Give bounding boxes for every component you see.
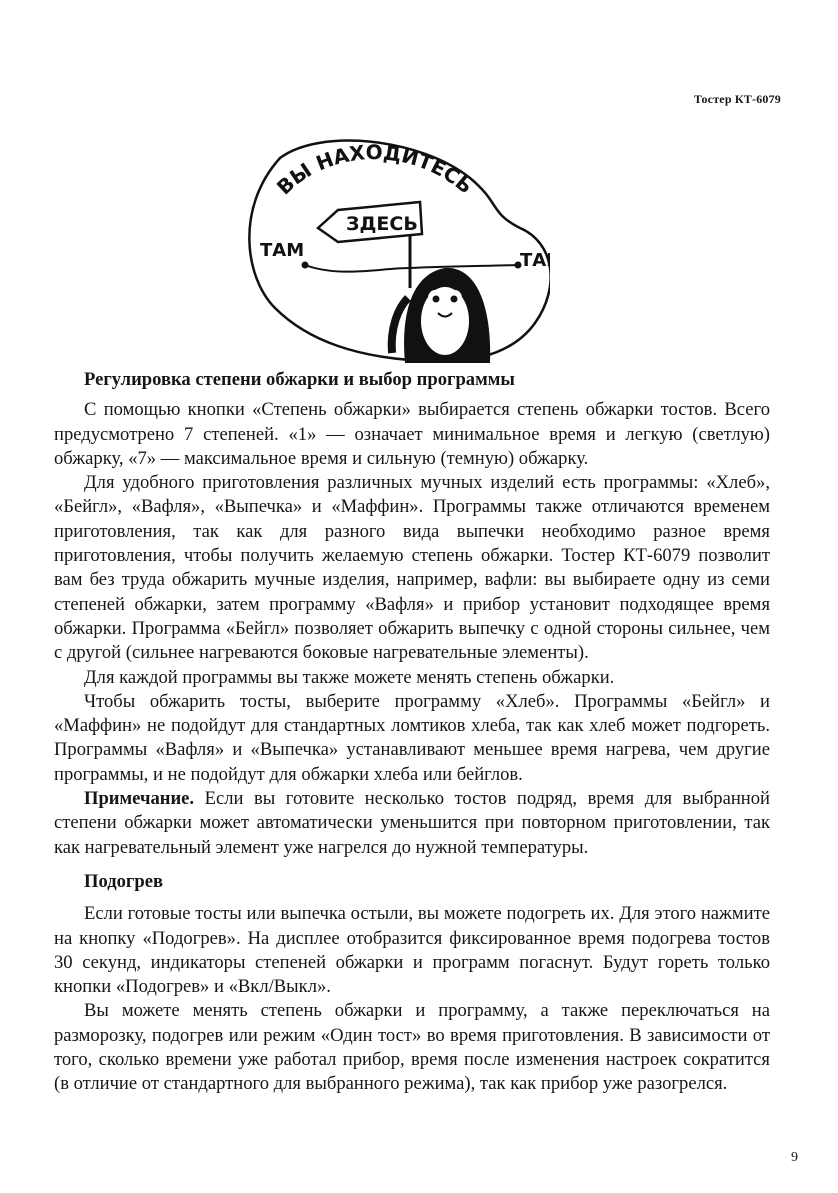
left-label: ТАМ (260, 240, 305, 261)
top-arc-text: ВЫ НАХОДИТЕСЬ (271, 140, 478, 200)
paragraph: Для каждой программы вы также можете менять степень обжарки. (84, 666, 615, 688)
paragraph: Чтобы обжарить тосты, выберите программу «Хлеб». Программы «Бейгл» и «Маффин» не подойдут для стандартных ломтиков хлеба, так как хлеб может подгореть. Программы «Вафля» и «Выпечка» устанавливают меньшее время нагрева, чем другие программы, и не подойдут для обжарки хлеба или бейглов. (54, 690, 770, 785)
illustration-svg (240, 138, 550, 363)
sign-text: ЗДЕСЬ (346, 213, 418, 235)
right-label: ТА (520, 250, 547, 271)
note-text: Если вы готовите несколько тостов подряд, время для выбранной степени обжарки может автоматически уменьшится при повторном приготовлении, так как нагревательный элемент уже нагрелся до нужной температуры. (54, 788, 770, 858)
note-label: Примечание. (84, 788, 195, 810)
you-are-here-illustration (240, 138, 550, 363)
paragraph: Для удобного приготовления различных мучных изделий есть программы: «Хлеб», «Бейгл», «Вафля», «Выпечка» и «Маффин». Программы также отличаются временем приготовления, так как для разного вида выпечки необходимо разное время приготовления, чтобы получить желаемую степень обжарки. Тостер КТ-6079 позволит вам без труда обжарить мучные изделия, например, вафли: вы выбираете одну из семи степеней обжарки, затем программу «Вафля» и прибор установит подходящее время обжарки. Программа «Бейгл» позволяет обжарить выпечку с одной стороны сильнее, чем с другой (сильнее нагреваются боковые нагревательные элементы). (54, 472, 770, 664)
section-title-reheat: Подогрев (84, 870, 164, 892)
page-number: 9 (791, 1150, 798, 1165)
note-paragraph (54, 787, 770, 860)
header-model-title: Тостер КТ-6079 (693, 92, 781, 106)
paragraph: Если готовые тосты или выпечка остыли, вы можете подогреть их. Для этого нажмите на кнопку «Подогрев». На дисплее отобразится фиксированное время подогрева тостов 30 секунд, индикаторы степеней обжарки и программ погаснут. Будут гореть только кнопки «Подогрев» и «Вкл/Выкл». (54, 903, 770, 998)
main-content (54, 368, 770, 1097)
paragraph: Вы можете менять степень обжарки и программу, а также переключаться на разморозку, подогрев или режим «Один тост» во время приготовления. В зависимости от того, сколько времени уже работал прибор, время после изменения настроек сократится (в отличие от стандартного для выбранного режима), так как прибор уже разогрелся. (54, 1000, 770, 1095)
section-title-browning: Регулировка степени обжарки и выбор программы (84, 369, 515, 390)
penguin (392, 268, 490, 363)
paragraph: С помощью кнопки «Степень обжарки» выбирается степень обжарки тостов. Всего предусмотрено 7 степеней. «1» — означает минимальное время и легкую (светлую) обжарку, «7» — максимальное время и сильную (темную) обжарку. (54, 399, 770, 469)
